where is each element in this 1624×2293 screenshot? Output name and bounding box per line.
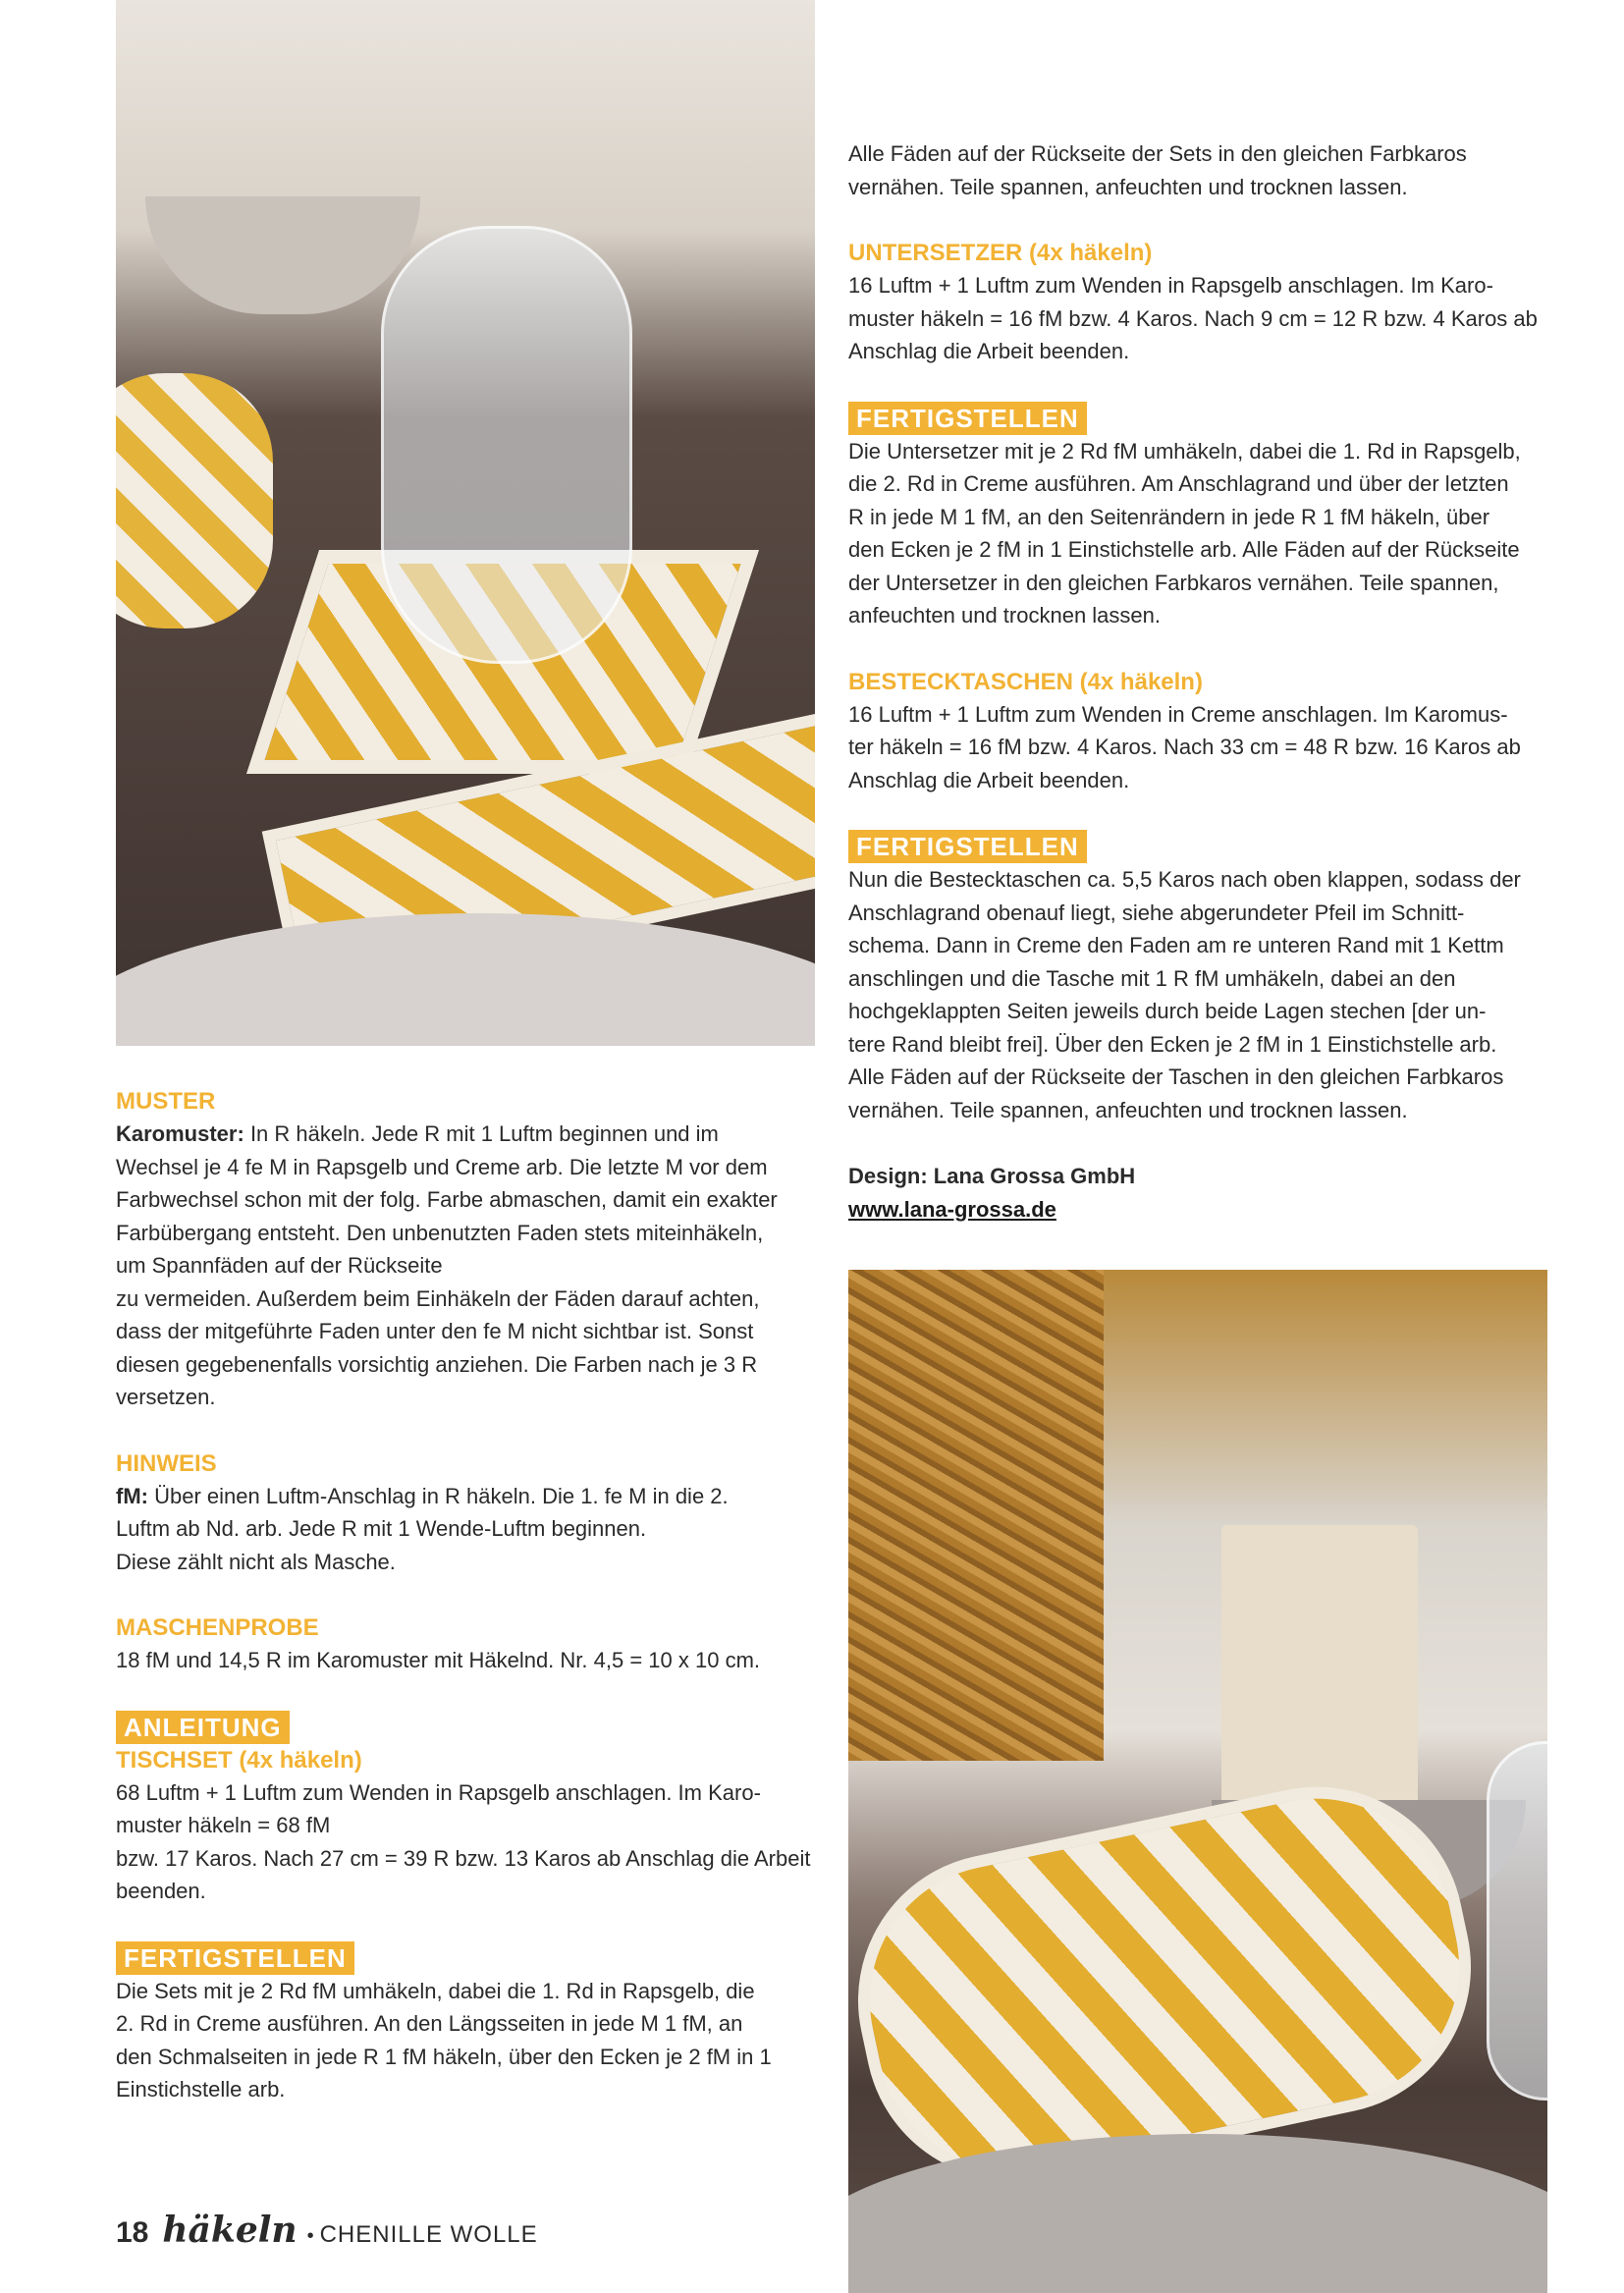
section-fertigstellen-untersetzer [848, 402, 1547, 632]
left-column [116, 1085, 815, 2140]
band-fertigstellen: FERTIGSTELLEN [848, 830, 1087, 863]
muster-text: In R häkeln. Jede R mit 1 Luftm beginnen und im [249, 1121, 719, 1146]
section-untersetzer [848, 237, 1547, 368]
tischset-sub: (4x häkeln) [239, 1746, 362, 1774]
fertig-line: tere Rand bleibt frei]. Über den Ecken je 2 fM in 1 Einstichstelle arb. [848, 1031, 1497, 1057]
fertig-line: den Schmalseiten in jede R 1 fM häkeln, über den Ecken je 2 fM in 1 [116, 2044, 772, 2069]
section-maschenprobe [116, 1611, 815, 1677]
muster-line: Wechsel je 4 fe M in Rapsgelb und Creme arb. Die letzte M vor dem [116, 1154, 768, 1179]
fertig-line: anschlingen und die Tasche mit 1 R fM umhäkeln, dabei an den [848, 965, 1456, 991]
band-fertigstellen: FERTIGSTELLEN [116, 1941, 354, 1975]
muster-line: Farbwechsel schon mit der folg. Farbe abmaschen, damit ein exakter [116, 1187, 778, 1212]
fertig-line: Nun die Bestecktaschen ca. 5,5 Karos nach oben klappen, sodass der [848, 867, 1521, 892]
section-anleitung [116, 1711, 815, 1908]
fertig-line: Anschlagrand obenauf liegt, siehe abgerundeter Pfeil im Schnitt- [848, 900, 1465, 925]
muster-line: um Spannfäden auf der Rückseite [116, 1253, 443, 1278]
bestecktaschen-line: 16 Luftm + 1 Luftm zum Wenden in Creme anschlagen. Im Karomus- [848, 701, 1508, 727]
section-fertigstellen-taschen [848, 830, 1547, 1126]
photo-glass [381, 226, 632, 664]
tischset-line: bzw. 17 Karos. Nach 27 cm = 39 R bzw. 13 Karos ab Anschlag die Arbeit [116, 1845, 811, 1871]
footer-bullet: • [306, 2225, 314, 2247]
magazine-logo: häkeln [162, 2210, 298, 2251]
fertig-line: Die Sets mit je 2 Rd fM umhäkeln, dabei die 1. Rd in Rapsgelb, die [116, 1978, 755, 2003]
heading-bestecktaschen [848, 666, 1547, 698]
muster-line: diesen gegebenenfalls vorsichtig anziehen. Die Farben nach je 3 R [116, 1351, 758, 1377]
photo-knife-block [1221, 1525, 1418, 1820]
fertig-line: die 2. Rd in Creme ausführen. Am Anschlagrand und über der letzten [848, 471, 1509, 496]
muster-line [116, 1118, 815, 1151]
fertig-line: hochgeklappten Seiten jeweils durch beide Lagen stechen [der un- [848, 999, 1487, 1023]
fertig-line: Alle Fäden auf der Rückseite der Taschen in den gleichen Farbkaros [848, 1065, 1504, 1089]
fertig-line: vernähen. Teile spannen, anfeuchten und trocknen lassen. [848, 1097, 1408, 1122]
fertig-line: den Ecken je 2 fM in 1 Einstichstelle arb. Alle Fäden auf der Rückseite [848, 537, 1520, 562]
section-hinweis [116, 1447, 815, 1579]
heading-hinweis: HINWEIS [116, 1449, 217, 1477]
magazine-title: CHENILLE WOLLE [319, 2221, 538, 2248]
heading-maschenprobe: MASCHENPROBE [116, 1614, 319, 1641]
fertig-line: Die Untersetzer mit je 2 Rd fM umhäkeln, dabei die 1. Rd in Rapsgelb, [848, 438, 1521, 464]
tischset-line: muster häkeln = 68 fM [116, 1813, 331, 1837]
page-number: 18 [116, 2216, 149, 2249]
fertig-line: R in jede M 1 fM, an den Seitenrändern in jede R 1 fM häkeln, über [848, 504, 1490, 529]
fertig-line: Einstichstelle arb. [116, 2077, 286, 2102]
bestecktaschen-title: BESTECKTASCHEN [848, 668, 1073, 695]
photo-plate [116, 913, 815, 1046]
fertig-line: 2. Rd in Creme ausführen. An den Längsseiten in jede M 1 fM, an [116, 2011, 743, 2036]
photo-glass [1487, 1741, 1547, 2101]
heading-untersetzer [848, 237, 1547, 269]
untersetzer-title: UNTERSETZER [848, 240, 1023, 266]
photo-bowl [145, 196, 420, 314]
fertig-line: anfeuchten und trocknen lassen. [848, 603, 1162, 628]
photo-rolled-placemat [116, 373, 273, 628]
right-column [848, 137, 1547, 1259]
muster-line: dass der mitgeführte Faden unter den fe M nicht sichtbar ist. Sonst [116, 1319, 754, 1343]
design-credit: Design: Lana Grossa GmbH [848, 1164, 1136, 1188]
section-bestecktaschen [848, 666, 1547, 797]
hinweis-text: Über einen Luftm-Anschlag in R häkeln. Die 1. fe M in die 2. [154, 1483, 729, 1508]
photo-rolled-placemats [848, 1270, 1547, 2293]
untersetzer-line: muster häkeln = 16 fM bzw. 4 Karos. Nach 9 cm = 12 R bzw. 4 Karos ab [848, 305, 1538, 331]
maschenprobe-line: 18 fM und 14,5 R im Karomuster mit Häkelnd. Nr. 4,5 = 10 x 10 cm. [116, 1648, 761, 1672]
fertig-line: schema. Dann in Creme den Faden am re unteren Rand mit 1 Kettm [848, 933, 1504, 957]
hinweis-line: Diese zählt nicht als Masche. [116, 1549, 396, 1574]
muster-line: versetzen. [116, 1385, 216, 1409]
hinweis-label: fM: [116, 1483, 148, 1508]
muster-line: zu vermeiden. Außerdem beim Einhäkeln der Fäden darauf achten, [116, 1285, 760, 1311]
untersetzer-line: 16 Luftm + 1 Luftm zum Wenden in Rapsgelb anschlagen. Im Karo- [848, 273, 1493, 298]
section-intro [848, 137, 1547, 203]
design-link-line [848, 1193, 1547, 1227]
heading-muster: MUSTER [116, 1088, 216, 1115]
photo-cork-board [848, 1270, 1104, 1761]
untersetzer-sub: (4x häkeln) [1029, 240, 1153, 266]
tischset-line: beenden. [116, 1879, 206, 1903]
page-footer [116, 2210, 538, 2249]
bestecktaschen-sub: (4x häkeln) [1079, 668, 1203, 695]
hinweis-line [116, 1480, 815, 1513]
untersetzer-line: Anschlag die Arbeit beenden. [848, 339, 1130, 363]
muster-line: Farbübergang entsteht. Den unbenutzten Faden stets miteinhäkeln, [116, 1220, 764, 1245]
muster-label: Karomuster: [116, 1121, 244, 1146]
tischset-line: 68 Luftm + 1 Luftm zum Wenden in Rapsgelb anschlagen. Im Karo- [116, 1779, 761, 1805]
section-fertigstellen-sets [116, 1941, 815, 2106]
heading-tischset [116, 1744, 815, 1776]
design-link[interactable]: www.lana-grossa.de [848, 1196, 1056, 1222]
intro-line: Alle Fäden auf der Rückseite der Sets in den gleichen Farbkaros [848, 141, 1467, 166]
band-anleitung: ANLEITUNG [116, 1711, 290, 1744]
band-fertigstellen: FERTIGSTELLEN [848, 402, 1087, 435]
bestecktaschen-line: ter häkeln = 16 fM bzw. 4 Karos. Nach 33 cm = 48 R bzw. 16 Karos ab [848, 735, 1521, 759]
bestecktaschen-line: Anschlag die Arbeit beenden. [848, 767, 1130, 792]
section-design [848, 1160, 1547, 1226]
tischset-title: TISCHSET [116, 1746, 233, 1774]
intro-line: vernähen. Teile spannen, anfeuchten und trocknen lassen. [848, 174, 1408, 199]
hinweis-line: Luftm ab Nd. arb. Jede R mit 1 Wende-Luftm beginnen. [116, 1516, 647, 1541]
section-muster [116, 1085, 815, 1414]
photo-glass-on-coaster [116, 0, 815, 1046]
fertig-line: der Untersetzer in den gleichen Farbkaros vernähen. Teile spannen, [848, 570, 1499, 595]
